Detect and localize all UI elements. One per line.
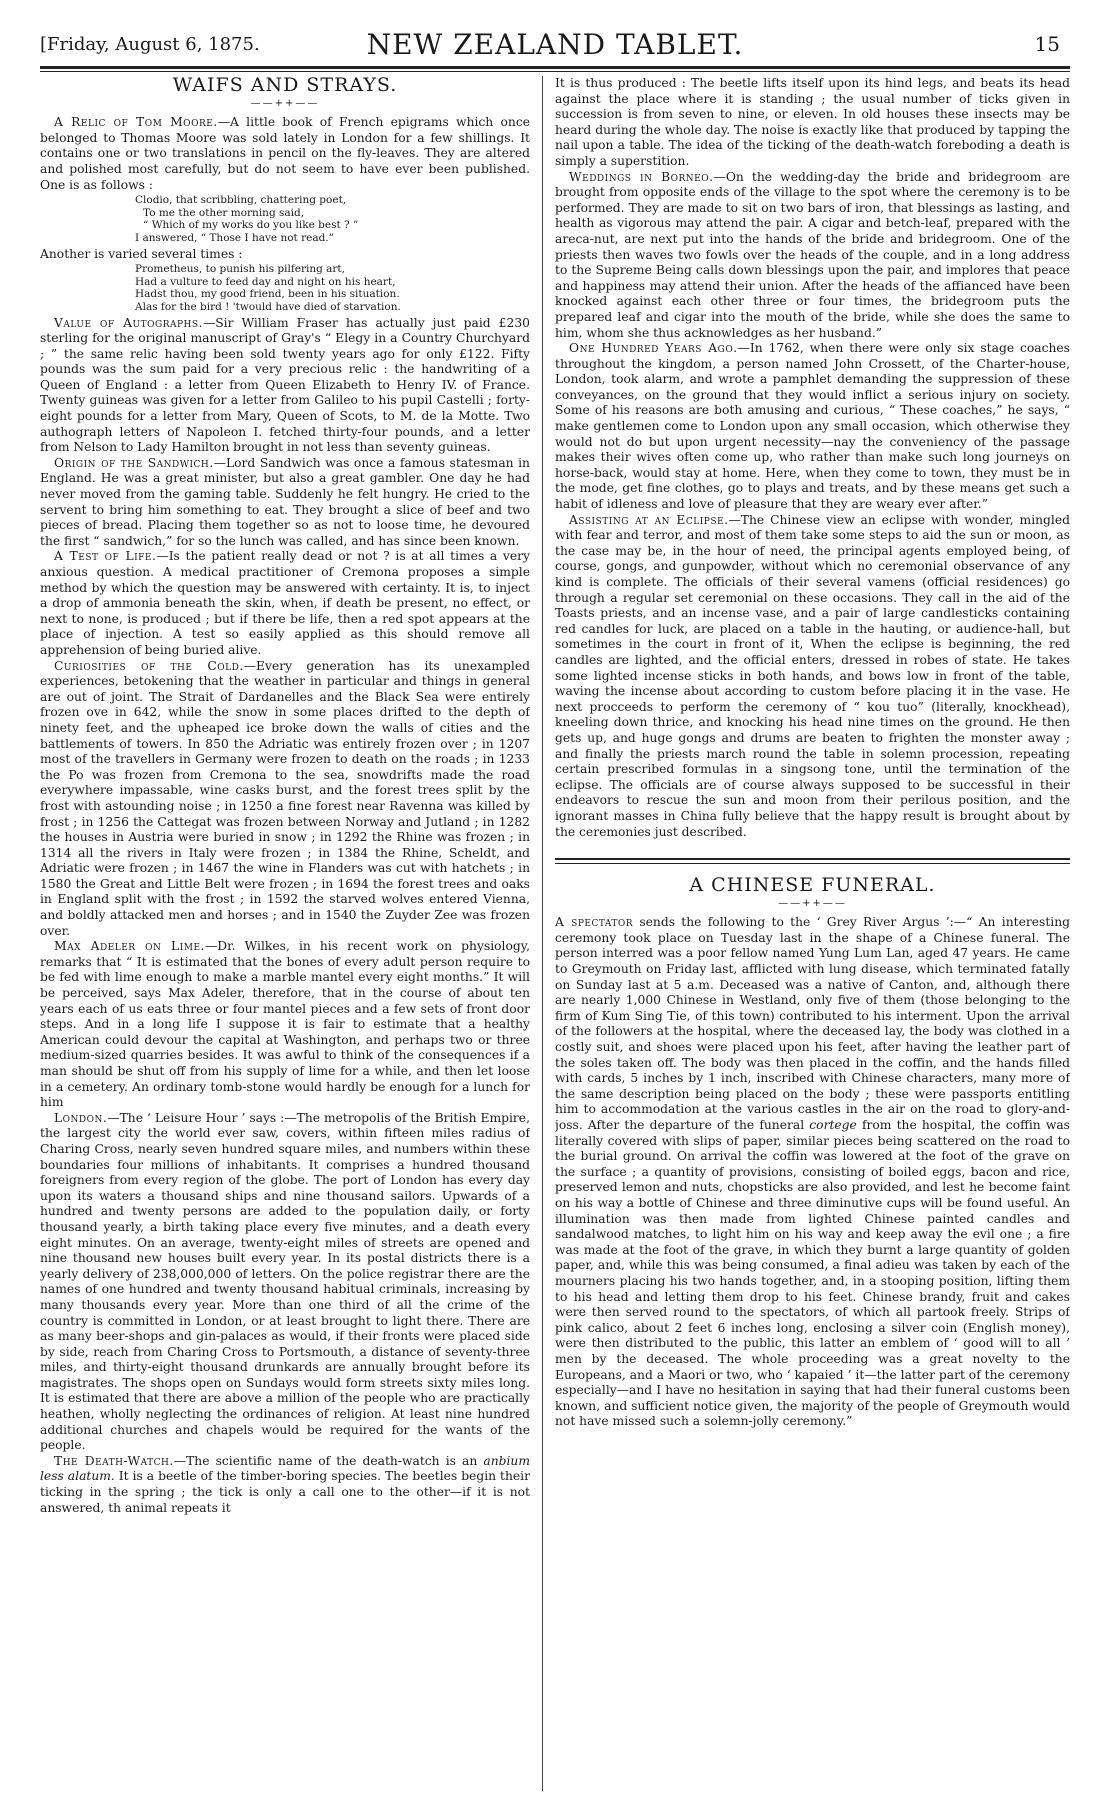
right-column [555, 76, 1070, 1786]
article-body: —Lord Sandwich was once a famous statesman in England. He was a great minister, but also a great gambler. One day he had never moved from the gaming table. Suddenly he felt hungry. He cried to the servent to bring him something to eat. They brought a slice of beef and two pieces of bread. Placing them together so as not to loose time, he devoured the first “ sandwich,” for so the lunch was called, and has since been known. [40, 455, 530, 548]
article-body: —The scientific name of the death-watch is an [173, 1453, 484, 1468]
article-funeral [555, 915, 1070, 1430]
verse-prometheus [135, 263, 530, 313]
article-head: Curiosities of the Cold. [54, 658, 244, 673]
article-head: A Test of Life. [54, 549, 157, 564]
section-title-waifs: WAIFS AND STRAYS. [172, 76, 398, 96]
verse-epigram [135, 194, 530, 244]
article-autographs [40, 316, 530, 456]
article-body: —A little book of French epigrams which once belonged to Thomas Moore was sold lately in London for a few shillings. It contains one or two translations in pencil on the fly-leaves. They are altered and polished most carefully, but do not seem to have ever been published. One is as follows : [40, 115, 530, 192]
article-hundred-years [555, 341, 1070, 513]
verse-line: “ Which of my works do you like best ? ” [143, 219, 359, 232]
column-divider [542, 76, 543, 1791]
article-relic [40, 115, 530, 193]
verse-line: Hadst thou, my good friend, been in his situation. [135, 288, 400, 301]
article-head: The Death-Watch. [54, 1453, 174, 1468]
article-head: Origin of the Sandwich. [54, 455, 214, 470]
article-head: Assisting at an Eclipse. [569, 512, 729, 527]
verse-line: Prometheus, to punish his pilfering art, [135, 263, 345, 276]
verse-line: To me the other morning said, [143, 206, 305, 219]
title-ornament: ——++—— [250, 97, 320, 109]
article-adeler [40, 939, 530, 1111]
verse-line: I answered, “ Those I have not read.” [135, 231, 335, 244]
verse-line: Clodio, that scribbling, chattering poet, [135, 194, 347, 207]
article-head: Max Adeler on Lime. [54, 939, 205, 954]
article-body: —The ‘ Leisure Hour ’ says :—The metropolis of the British Empire, the largest city the world ever saw, covers, within fifteen miles radius of Charing Cross, nearly seven hundred square miles, and numbers within these boundaries four millions of inhabitants. It comprises a hundred thousand foreigners from every region of the globe. The port of London has every day upon its waters a thousand ships and nine thousand sailors. Upwards of a hundred and twenty persons are added to the population daily, or forty thousand yearly, a birth taking place every five minutes, and a death every eight minutes. On an average, twenty-eight miles of streets are opened and nine thousand new houses built every year. In its postal districts there is a yearly delivery of 238,000,000 of letters. On the police registrar there are the names of one hundred and twenty thousand habitual criminals, increasing by many thousands every year. More than one third of all the crime of the country is committed in London, or at least brought to light there. There are as many beer-shops and gin-palaces as would, if their fronts were placed side by side, reach from Charing Cross to Portsmouth, a distance of seventy-three miles, and thirty-eight thousand drunkards are annually brought before its magistrates. The shops open on Sundays would form streets sixty miles long. It is estimated that there are above a million of the people who are practically heathen, wholly neglecting the ordinances of religion. At least nine hundred additional churches and chapels would be required for the wants of the people. [40, 1110, 530, 1453]
article-test-of-life [40, 549, 530, 658]
article-body: —Is the patient really dead or not ? is at all times a very anxious question. A medical practitioner of Cremona proposes a simple method by which the question may be answered with certainty. It is, to inject a drop of ammonia beneath the skin, when, if death be present, no effect, or next to none, is produced ; but if there be life, then a red spot appears at the place of injection. A test so easily applied as this should remove all apprehension of being buried alive. [40, 549, 530, 657]
article-body: —The Chinese view an eclipse with wonder, mingled with fear and terror, and most of them take some steps to aid the sun or moon, as the case may be, in the hour of need, the principal agents employed being, of course, gongs, and gunpowder, without which no ceremonial observance of any kind is complete. The officials of their several vamens (official residences) go through a regular set ceremonial on these occasions. They call in the aid of the Toasts priests, and an incense vase, and a pair of large candlesticks containing red candles for luck, are placed on a table in the hauting, or audience-hall, but sometimes in the court in front of it, When the eclipse is beginning, the red candles are lighted, and the official enters, dressed in robes of state. He takes some lighted incense sticks in both hands, and bows low in front of the table, waving the incense about according to custom before placing it in the vase. He next procceeds to perform the ceremony of “ kou tuo” (literally, knockhead), kneeling down thrice, and knocking his head nine times on the ground. He then gets up, and huge gongs and drums are beaten to frighten the monster away ; and finally the priests march round the table in solemn procession, repeating certain prescribed formulas in a singsong tone, until the termination of the eclipse. The officials are of course always supposed to be successful in their endeavors to rescue the sun and moon from their perilous position, and the ignorant masses in China fully believe that the happy result is brought about by the ceremonies just described. [555, 512, 1070, 839]
left-column [40, 76, 530, 1786]
article-sandwich [40, 456, 530, 550]
italic-word: cortege [809, 1118, 857, 1132]
article-cold [40, 659, 530, 940]
section-title-funeral: A CHINESE FUNERAL. [689, 874, 936, 897]
funeral-section [555, 874, 1070, 1430]
page-number: 15 [1034, 32, 1060, 56]
page-header [40, 28, 1070, 68]
article-body: —In 1762, when there were only six stage coaches throughout the kingdom, a person named John Crossett, of the Charter-house, London, took alarm, and wrote a pamphlet demanding the suppression of these conveyances, on the ground that they would inflict a serious injury on society. Some of his reasons are both amusing and curious, “ These coaches,” he says, “ make gentlemen come to London upon any small occasion, which otherwise they would not do but upon urgent necessity—nay the conveniency of the passage makes their wives often come up, who rather than make such long journeys on horse-back, would stay at home. Here, when they come to town, they must be in the mode, get fine clothes, go to plays and treats, and by these means get such a habit of idleness and love of pleasure that they are weary ever after.” [555, 341, 1070, 512]
article-body: —Sir William Fraser has actually just paid £230 sterling for the original manuscript of Gray's “ Elegy in a Country Churchyard ; ” the same relic having been sold twenty years ago for only £122. Fifty pounds was the sum paid for a very precious relic : the handwriting of a Queen of England : a letter from Queen Elizabeth to Henry IV. of France. Twenty guineas was given for a letter from Galileo to his pupil Castelli ; forty-eight pounds for a letter from Mary, Queen of Scots, to M. de la Motte. Two authograph letters of Napoleon I. fetched thirty-four pounds, and a letter from Nelson to Lady Hamilton brought in not less than seventy guineas. [40, 315, 530, 455]
article-eclipse [555, 513, 1070, 840]
section-divider-rule [555, 858, 1070, 864]
article-head: Weddings in Borneo. [569, 169, 714, 184]
article-head: A Relic of Tom Moore. [54, 115, 218, 130]
article-body: sends the following to the ‘ Grey River Argus ’:—“ An interesting ceremony took place on Tuesday last in the shape of a Chinese funeral. The person interred was a poor fellow named Yung Lum Lan, aged 47 years. He came to Greymouth on Friday last, afflicted with lung disease, which terminated fatally on Sunday last at 5 a.m. Deceased was a native of Canton, and, although there are nearly 1,000 Chinese in Westland, only five of them (those belonging to the firm of Kum Sing Tie, of this town) contributed to his interment. Upon the arrival of the followers at the hospital, where the deceased lay, the body was clothed in a costly suit, and shoes were placed upon his feet, after having the leather part of the soles taken off. The body was then placed in the coffin, and the hands filled with cards, 5 inches by 1 inch, inscribed with Chinese characters, many more of the same description being placed on the body ; these were passports entitling him to accommodation at the various castles in the air on the road to glory-and-joss. After the departure of the funeral [555, 915, 1070, 1132]
article-head: Value of Autographs. [54, 315, 203, 330]
dateline: [Friday, August 6, 1875. [40, 34, 260, 55]
article-death-watch [40, 1454, 530, 1516]
masthead: NEW ZEALAND TABLET. [366, 28, 744, 61]
article-body: —On the wedding-day the bride and bridegroom are brought from opposite ends of the village to the spot where the ceremony is to be performed. They are made to sit on two bars of iron, that blessings as lasting, and health as vigorous may attend the pair. A cigar and betch-leaf, prepared with the areca-nut, are next put into the hands of the bride and bridegroom. One of the priests then waves two fowls over the heads of the couple, and in a long address to the Supreme Being calls down blessings upon the pair, and implores that peace and happiness may attend their union. After the heads of the affianced have been knocked against each other three or four times, the bridegroom puts the prepared leaf and cigar into the mouth of the bride, while she does the same to him, whom she thus acknowledges as her husband.” [555, 169, 1070, 340]
article-head: One Hundred Years Ago. [569, 341, 738, 356]
article-london [40, 1111, 530, 1454]
article-body: It is a beetle of the timber-boring species. The beetles begin their ticking in the spring ; the tick is only a call one to the other—if it is not answered, th animal repeats it [40, 1469, 530, 1515]
article-body: —Every generation has its unexampled experiences, betokening that the weather in particular and things in general are out of joint. The Strait of Dardanelles and the Black Sea were entirely frozen ove in 642, while the snow in some places drifted to the depth of ninety feet, and the upheaped ice broke down the walls of cities and the battlements of towers. In 850 the Adriatic was entirely frozen over ; in 1207 most of the travellers in Germany were frozen to death on the roads ; in 1233 the Po was frozen from Cremona to the sea, snowdrifts made the road everywhere impassable, wine casks burst, and the forest trees split by the frost with astounding noise ; in 1250 a fine forest near Ravenna was killed by frost ; in 1256 the Cattegat was frozen between Norway and Jutland ; in 1282 the houses in Austria were buried in snow ; in 1292 the Rhine was frozen ; in 1314 all the rivers in Italy were frozen ; in 1384 the Rhine, Scheldt, and Adriatic were frozen ; in 1467 the wine in Flanders was cut with hatchets ; in 1580 the Great and Little Belt were frozen ; in 1694 the forest trees and oaks in England split with the frost ; in 1592 the starved wolves entered Vienna, and boldly attacked men and horses ; and in 1540 the Zuyder Zee was frozen over. [40, 658, 530, 938]
latin-name: anbium less alatum. [40, 1453, 530, 1484]
header-rule-thin [40, 71, 1070, 72]
header-rule-thick [40, 66, 1070, 69]
title-ornament: ——++—— [778, 897, 847, 909]
article-borneo [555, 170, 1070, 342]
verse-line: Had a vulture to feed day and night on his heart, [135, 275, 396, 288]
article-death-watch-continued: It is thus produced : The beetle lifts itself upon its hind legs, and beats its head against the place where it is standing ; the usual number of ticks given in succession is from seven to nine, or eleven. In old houses these insects may be heard during the whole day. The noise is exactly like that produced by tapping the nail upon a table. The idea of the ticking of the death-watch foreboding a death is simply a superstition. [555, 76, 1070, 168]
verse-line: Alas for the bird ! 'twould have died of starvation. [135, 300, 401, 313]
article-body: from the hospital, the coffin was literally covered with slips of paper, similar pieces being scattered on the road to the burial ground. On arrival the coffin was lowered at the foot of the grave on the surface ; a quantity of provisions, consisting of boiled eggs, bacon and rice, preserved lemon and nuts, chopsticks are also provided, and lest he become faint on his way a bottle of Chinese and three diminutive cups will be found useful. An illumination was then made from lighted Chinese painted candles and sandalwood matches, to light him on his way and keep away the evil one ; a fire was made at the foot of the grave, in which they burnt a large quantity of golden paper, and, while this was being consumed, a final adieu was taken by each of the mourners placing his two hands together, and, in a stooping position, lifting them to his head and letting them drop to his feet. Chinese brandy, fruit and cakes were then served round to the spectators, of which all partook freely. Strips of pink calico, about 2 feet 6 inches long, enclosing a silver coin (English money), were then distributed to the public, this latter an emblem of ‘ good will to all ’ men by the deceased. The whole proceeding was a great novelty to the Europeans, and a Maori or two, who ‘ kapaied ’ it—the latter part of the ceremony especially—and I have no hesitation in saying that had their funeral customs been known, and sufficient notice given, the majority of the people of Greymouth would not have missed such a solemn-jolly ceremony.” [555, 1118, 1070, 1429]
article-body: —Dr. Wilkes, in his recent work on physiology, remarks that “ It is estimated that the bones of every adult person require to be fed with lime enough to make a marble mantel every eight months.” It will be perceived, says Max Adeler, therefore, that in the course of about ten years each of us eats three or four mantel pieces and a few sets of front door steps. And in a long life I suppose it is fair to estimate that a healthy American could devour the capital at Washington, and perhaps two or three medium-sized quarries besides. It was awful to think of the consequences if a man should be shut off from his supply of lime for a while, and then let loose in a cemetery. An ordinary tomb-stone would hardly be enough for a lunch for him [40, 939, 530, 1110]
article-head: London. [54, 1110, 108, 1125]
article-relic-middle: Another is varied several times : [40, 246, 243, 261]
article-lead: A spectator [555, 915, 634, 930]
